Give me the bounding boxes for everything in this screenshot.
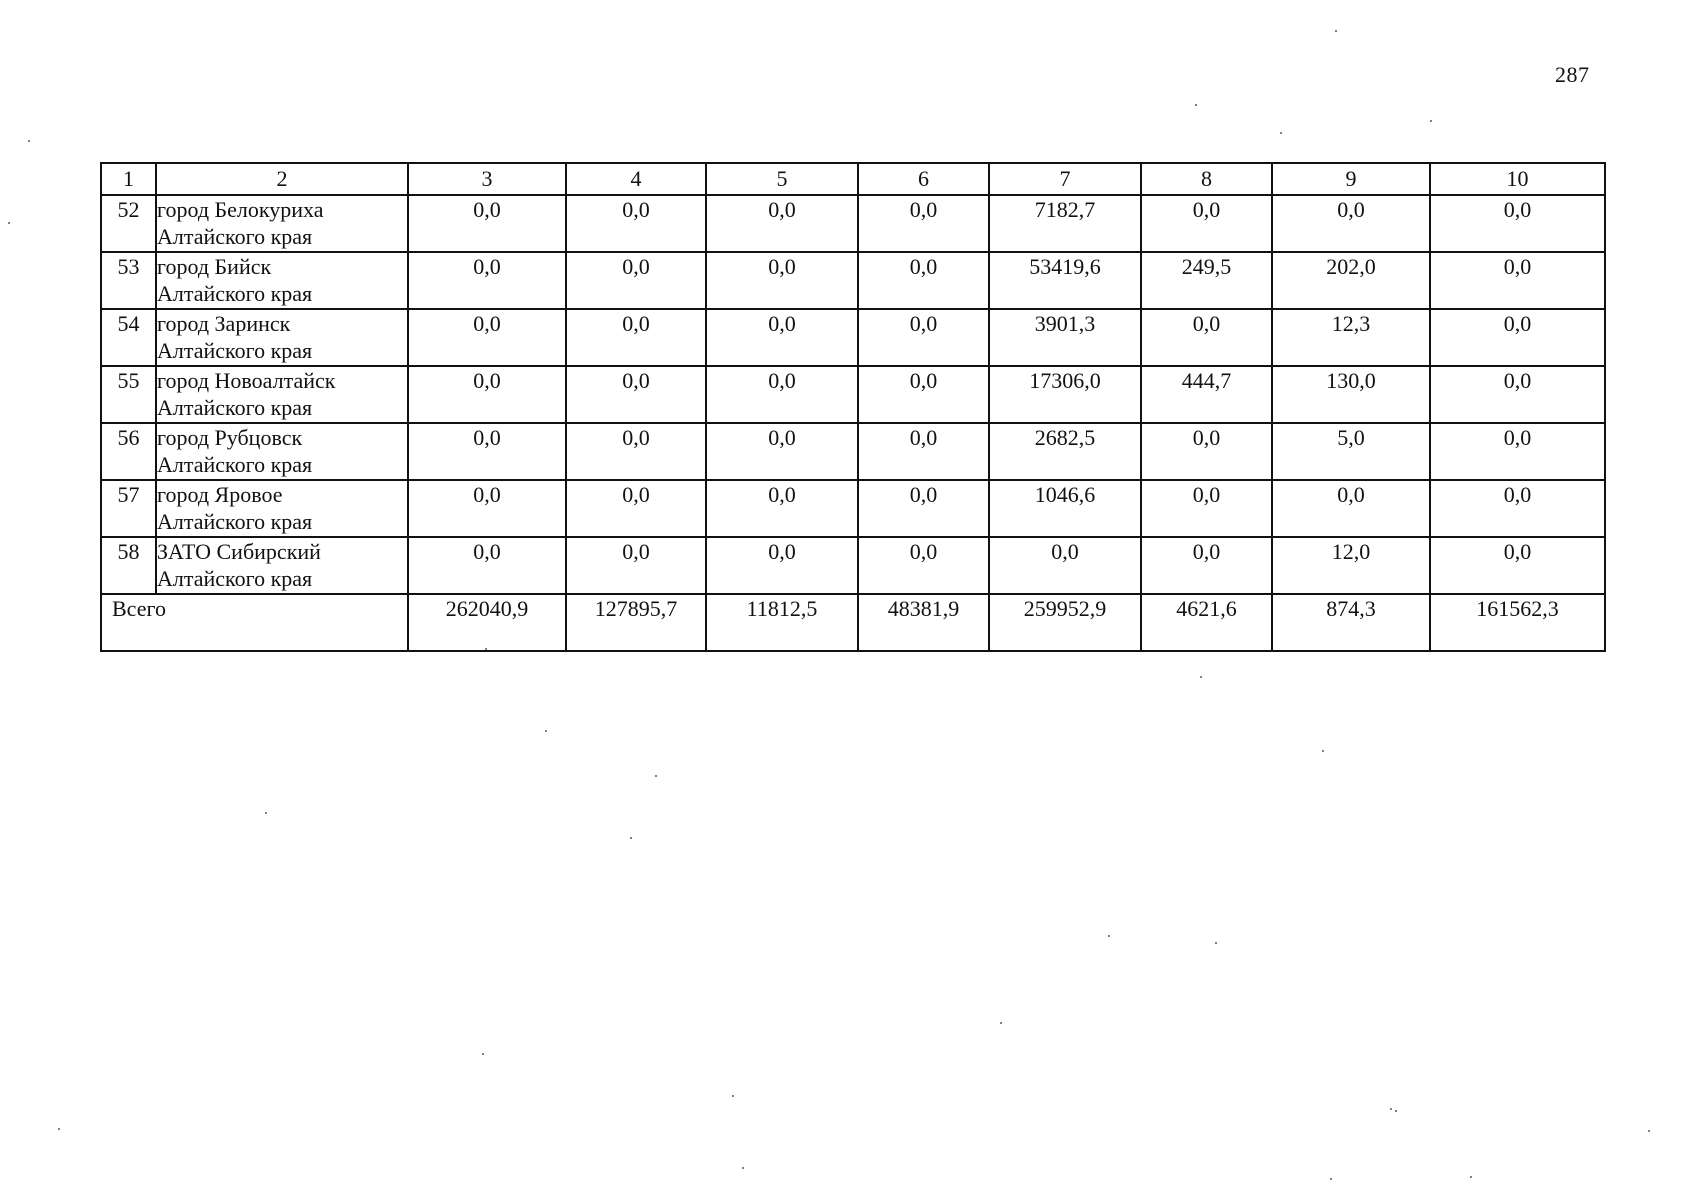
value-cell: 0,0 <box>1430 195 1605 252</box>
value-cell: 0,0 <box>858 366 989 423</box>
value-cell: 12,0 <box>1272 537 1430 594</box>
scan-speck <box>1335 30 1337 32</box>
column-header: 2 <box>156 163 408 195</box>
municipality-name <box>156 366 408 423</box>
row-number: 56 <box>101 423 156 480</box>
value-cell: 0,0 <box>706 537 858 594</box>
scan-speck <box>1000 1022 1002 1024</box>
value-cell: 0,0 <box>1272 480 1430 537</box>
total-value: 48381,9 <box>858 594 989 651</box>
total-value: 259952,9 <box>989 594 1141 651</box>
row-number: 58 <box>101 537 156 594</box>
value-cell: 0,0 <box>408 423 566 480</box>
value-cell: 0,0 <box>858 537 989 594</box>
municipality-name <box>156 423 408 480</box>
value-cell: 2682,5 <box>989 423 1141 480</box>
scan-speck <box>8 222 10 224</box>
column-header: 7 <box>989 163 1141 195</box>
scan-speck <box>482 1053 484 1055</box>
value-cell: 0,0 <box>858 195 989 252</box>
value-cell: 0,0 <box>566 537 706 594</box>
municipality-name-line1: город Бийск <box>157 254 272 279</box>
value-cell: 5,0 <box>1272 423 1430 480</box>
value-cell: 53419,6 <box>989 252 1141 309</box>
scan-speck <box>545 730 547 732</box>
total-value: 161562,3 <box>1430 594 1605 651</box>
total-value: 262040,9 <box>408 594 566 651</box>
total-value: 874,3 <box>1272 594 1430 651</box>
column-header: 10 <box>1430 163 1605 195</box>
column-header: 3 <box>408 163 566 195</box>
row-number: 53 <box>101 252 156 309</box>
scan-speck <box>28 140 30 142</box>
table-row <box>101 195 1605 252</box>
column-header: 4 <box>566 163 706 195</box>
scan-speck <box>1470 1176 1472 1178</box>
header-row <box>101 163 1605 195</box>
value-cell: 0,0 <box>566 309 706 366</box>
scan-speck <box>1390 1108 1392 1110</box>
scan-speck <box>655 775 657 777</box>
table-row <box>101 480 1605 537</box>
scan-speck <box>58 1128 60 1130</box>
total-value: 4621,6 <box>1141 594 1272 651</box>
value-cell: 0,0 <box>566 195 706 252</box>
value-cell: 0,0 <box>408 480 566 537</box>
value-cell: 3901,3 <box>989 309 1141 366</box>
municipality-name <box>156 195 408 252</box>
value-cell: 0,0 <box>989 537 1141 594</box>
row-number: 54 <box>101 309 156 366</box>
scan-speck <box>1195 104 1197 106</box>
municipality-name-line2: Алтайского края <box>157 509 313 534</box>
municipality-name-line1: ЗАТО Сибирский <box>157 539 321 564</box>
value-cell: 202,0 <box>1272 252 1430 309</box>
municipality-name-line2: Алтайского края <box>157 281 313 306</box>
municipality-name-line2: Алтайского края <box>157 224 313 249</box>
municipality-name-line1: город Заринск <box>157 311 291 336</box>
value-cell: 0,0 <box>566 366 706 423</box>
value-cell: 0,0 <box>1141 480 1272 537</box>
scan-speck <box>1322 750 1324 752</box>
value-cell: 7182,7 <box>989 195 1141 252</box>
value-cell: 0,0 <box>566 423 706 480</box>
value-cell: 0,0 <box>408 309 566 366</box>
value-cell: 0,0 <box>1430 480 1605 537</box>
value-cell: 0,0 <box>1430 252 1605 309</box>
value-cell: 0,0 <box>1141 195 1272 252</box>
total-row <box>101 594 1605 651</box>
value-cell: 0,0 <box>566 480 706 537</box>
value-cell: 0,0 <box>706 195 858 252</box>
scan-speck <box>630 837 632 839</box>
column-header: 8 <box>1141 163 1272 195</box>
value-cell: 0,0 <box>408 366 566 423</box>
scan-speck <box>1215 942 1217 944</box>
municipality-name-line1: город Рубцовск <box>157 425 303 450</box>
table-row <box>101 252 1605 309</box>
table-row <box>101 309 1605 366</box>
column-header: 9 <box>1272 163 1430 195</box>
scan-speck <box>1200 676 1202 678</box>
table-row <box>101 423 1605 480</box>
scan-speck <box>742 1167 744 1169</box>
municipality-name <box>156 537 408 594</box>
scan-speck <box>1108 935 1110 937</box>
row-number: 52 <box>101 195 156 252</box>
table-row <box>101 366 1605 423</box>
page-number: 287 <box>1555 62 1590 87</box>
total-value: 127895,7 <box>566 594 706 651</box>
value-cell: 0,0 <box>858 309 989 366</box>
data-table <box>100 162 1606 652</box>
municipality-name <box>156 480 408 537</box>
value-cell: 0,0 <box>408 252 566 309</box>
municipality-name-line2: Алтайского края <box>157 338 313 363</box>
value-cell: 444,7 <box>1141 366 1272 423</box>
municipality-name-line2: Алтайского края <box>157 395 313 420</box>
value-cell: 0,0 <box>1141 309 1272 366</box>
scan-speck <box>1430 120 1432 122</box>
value-cell: 12,3 <box>1272 309 1430 366</box>
value-cell: 0,0 <box>1430 537 1605 594</box>
table-row <box>101 537 1605 594</box>
value-cell: 1046,6 <box>989 480 1141 537</box>
column-header: 6 <box>858 163 989 195</box>
total-label: Всего <box>101 594 408 651</box>
value-cell: 0,0 <box>1430 309 1605 366</box>
value-cell: 0,0 <box>1141 537 1272 594</box>
row-number: 57 <box>101 480 156 537</box>
value-cell: 0,0 <box>706 366 858 423</box>
value-cell: 0,0 <box>706 252 858 309</box>
value-cell: 0,0 <box>1430 423 1605 480</box>
value-cell: 17306,0 <box>989 366 1141 423</box>
value-cell: 0,0 <box>858 252 989 309</box>
municipality-name-line2: Алтайского края <box>157 452 313 477</box>
value-cell: 0,0 <box>1272 195 1430 252</box>
municipality-name <box>156 252 408 309</box>
scan-speck <box>1330 1178 1332 1180</box>
municipality-name-line1: город Яровое <box>157 482 283 507</box>
value-cell: 0,0 <box>706 480 858 537</box>
scan-speck <box>485 648 487 650</box>
value-cell: 0,0 <box>408 195 566 252</box>
scan-speck <box>265 812 267 814</box>
municipality-name <box>156 309 408 366</box>
value-cell: 0,0 <box>706 423 858 480</box>
scan-speck <box>1280 132 1282 134</box>
value-cell: 0,0 <box>858 480 989 537</box>
municipality-name-line2: Алтайского края <box>157 566 313 591</box>
scan-speck <box>1395 1110 1397 1112</box>
row-number: 55 <box>101 366 156 423</box>
scan-speck <box>1648 1130 1650 1132</box>
value-cell: 0,0 <box>1141 423 1272 480</box>
municipality-name-line1: город Новоалтайск <box>157 368 336 393</box>
value-cell: 130,0 <box>1272 366 1430 423</box>
column-header: 5 <box>706 163 858 195</box>
total-value: 11812,5 <box>706 594 858 651</box>
scan-speck <box>732 1095 734 1097</box>
value-cell: 0,0 <box>706 309 858 366</box>
value-cell: 0,0 <box>566 252 706 309</box>
value-cell: 0,0 <box>1430 366 1605 423</box>
value-cell: 0,0 <box>408 537 566 594</box>
value-cell: 0,0 <box>858 423 989 480</box>
column-header: 1 <box>101 163 156 195</box>
value-cell: 249,5 <box>1141 252 1272 309</box>
municipality-name-line1: город Белокуриха <box>157 197 324 222</box>
